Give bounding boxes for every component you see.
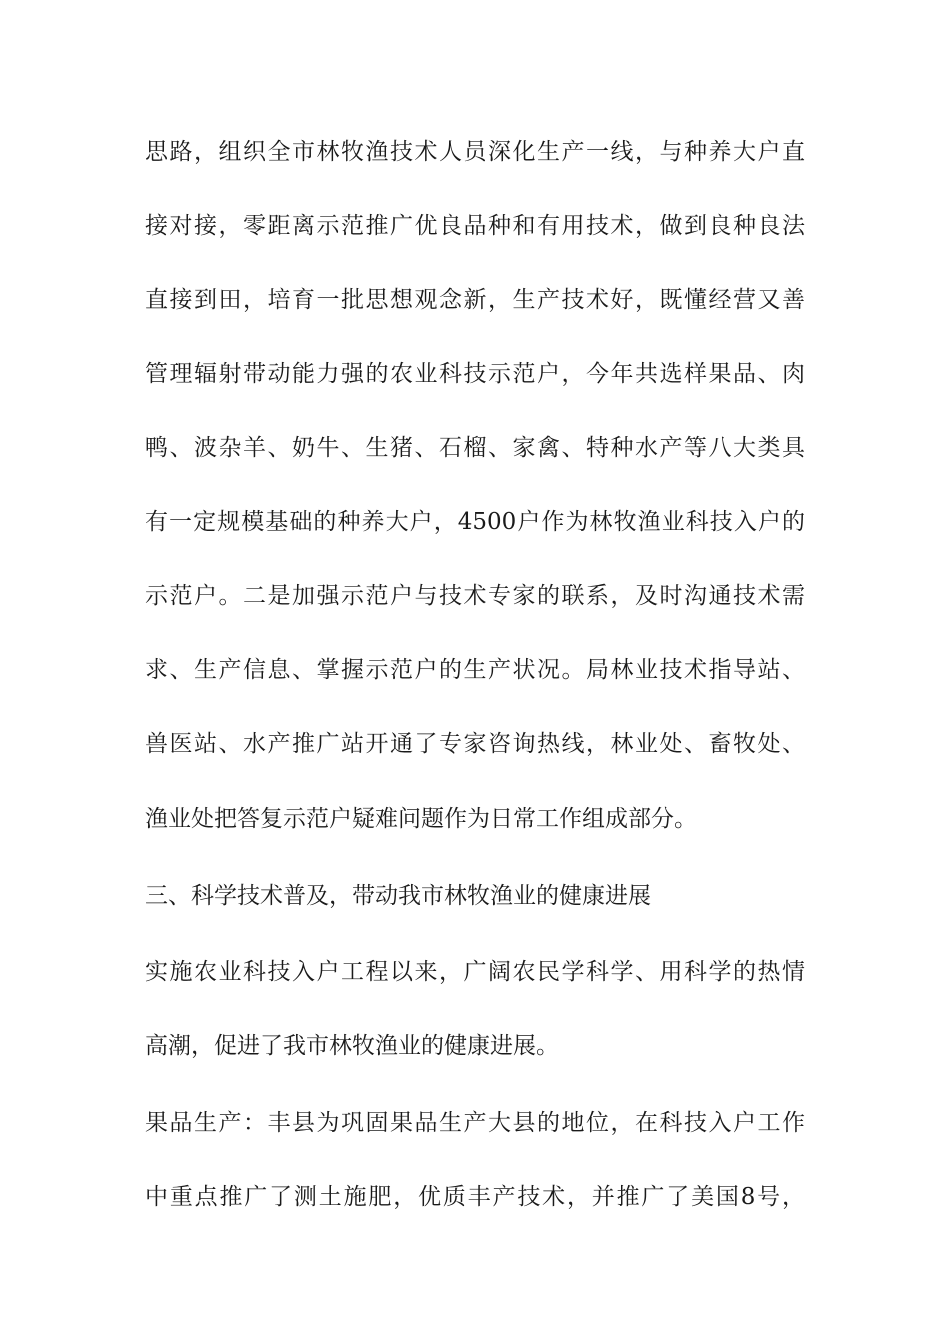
paragraph-line-10: 渔业处把答复示范户疑难问题作为日常工作组成部分。: [145, 806, 697, 832]
paragraph-line-3: 直接到田，培育一批思想观念新，生产技术好，既懂经营又善: [145, 287, 805, 313]
paragraph-line-12: 高潮，促进了我市林牧渔业的健康进展。: [145, 1033, 559, 1059]
section-heading: 三、科学技术普及，带动我市林牧渔业的健康进展: [145, 883, 651, 909]
paragraph-line-5: 鸭、波杂羊、奶牛、生猪、石榴、家禽、特种水产等八大类具: [145, 435, 805, 461]
paragraph-line-1: 思路，组织全市林牧渔技术人员深化生产一线，与种养大户直: [145, 139, 805, 165]
paragraph-line-2: 接对接，零距离示范推广优良品种和有用技术，做到良种良法: [145, 213, 805, 239]
paragraph-line-13: 果品生产：丰县为巩固果品生产大县的地位，在科技入户工作: [145, 1110, 805, 1136]
paragraph-line-4: 管理辐射带动能力强的农业科技示范户，今年共选样果品、肉: [145, 361, 805, 387]
paragraph-line-11: 实施农业科技入户工程以来，广阔农民学科学、用科学的热情: [145, 959, 805, 985]
paragraph-line-8: 求、生产信息、掌握示范户的生产状况。局林业技术指导站、: [145, 657, 805, 683]
paragraph-line-9: 兽医站、水产推广站开通了专家咨询热线，林业处、畜牧处、: [145, 731, 805, 757]
paragraph-line-7: 示范户。二是加强示范户与技术专家的联系，及时沟通技术需: [145, 583, 805, 609]
paragraph-line-14: 中重点推广了测土施肥，优质丰产技术，并推广了美国8号，: [145, 1184, 805, 1210]
paragraph-line-6: 有一定规模基础的种养大户，4500户作为林牧渔业科技入户的: [145, 509, 805, 535]
